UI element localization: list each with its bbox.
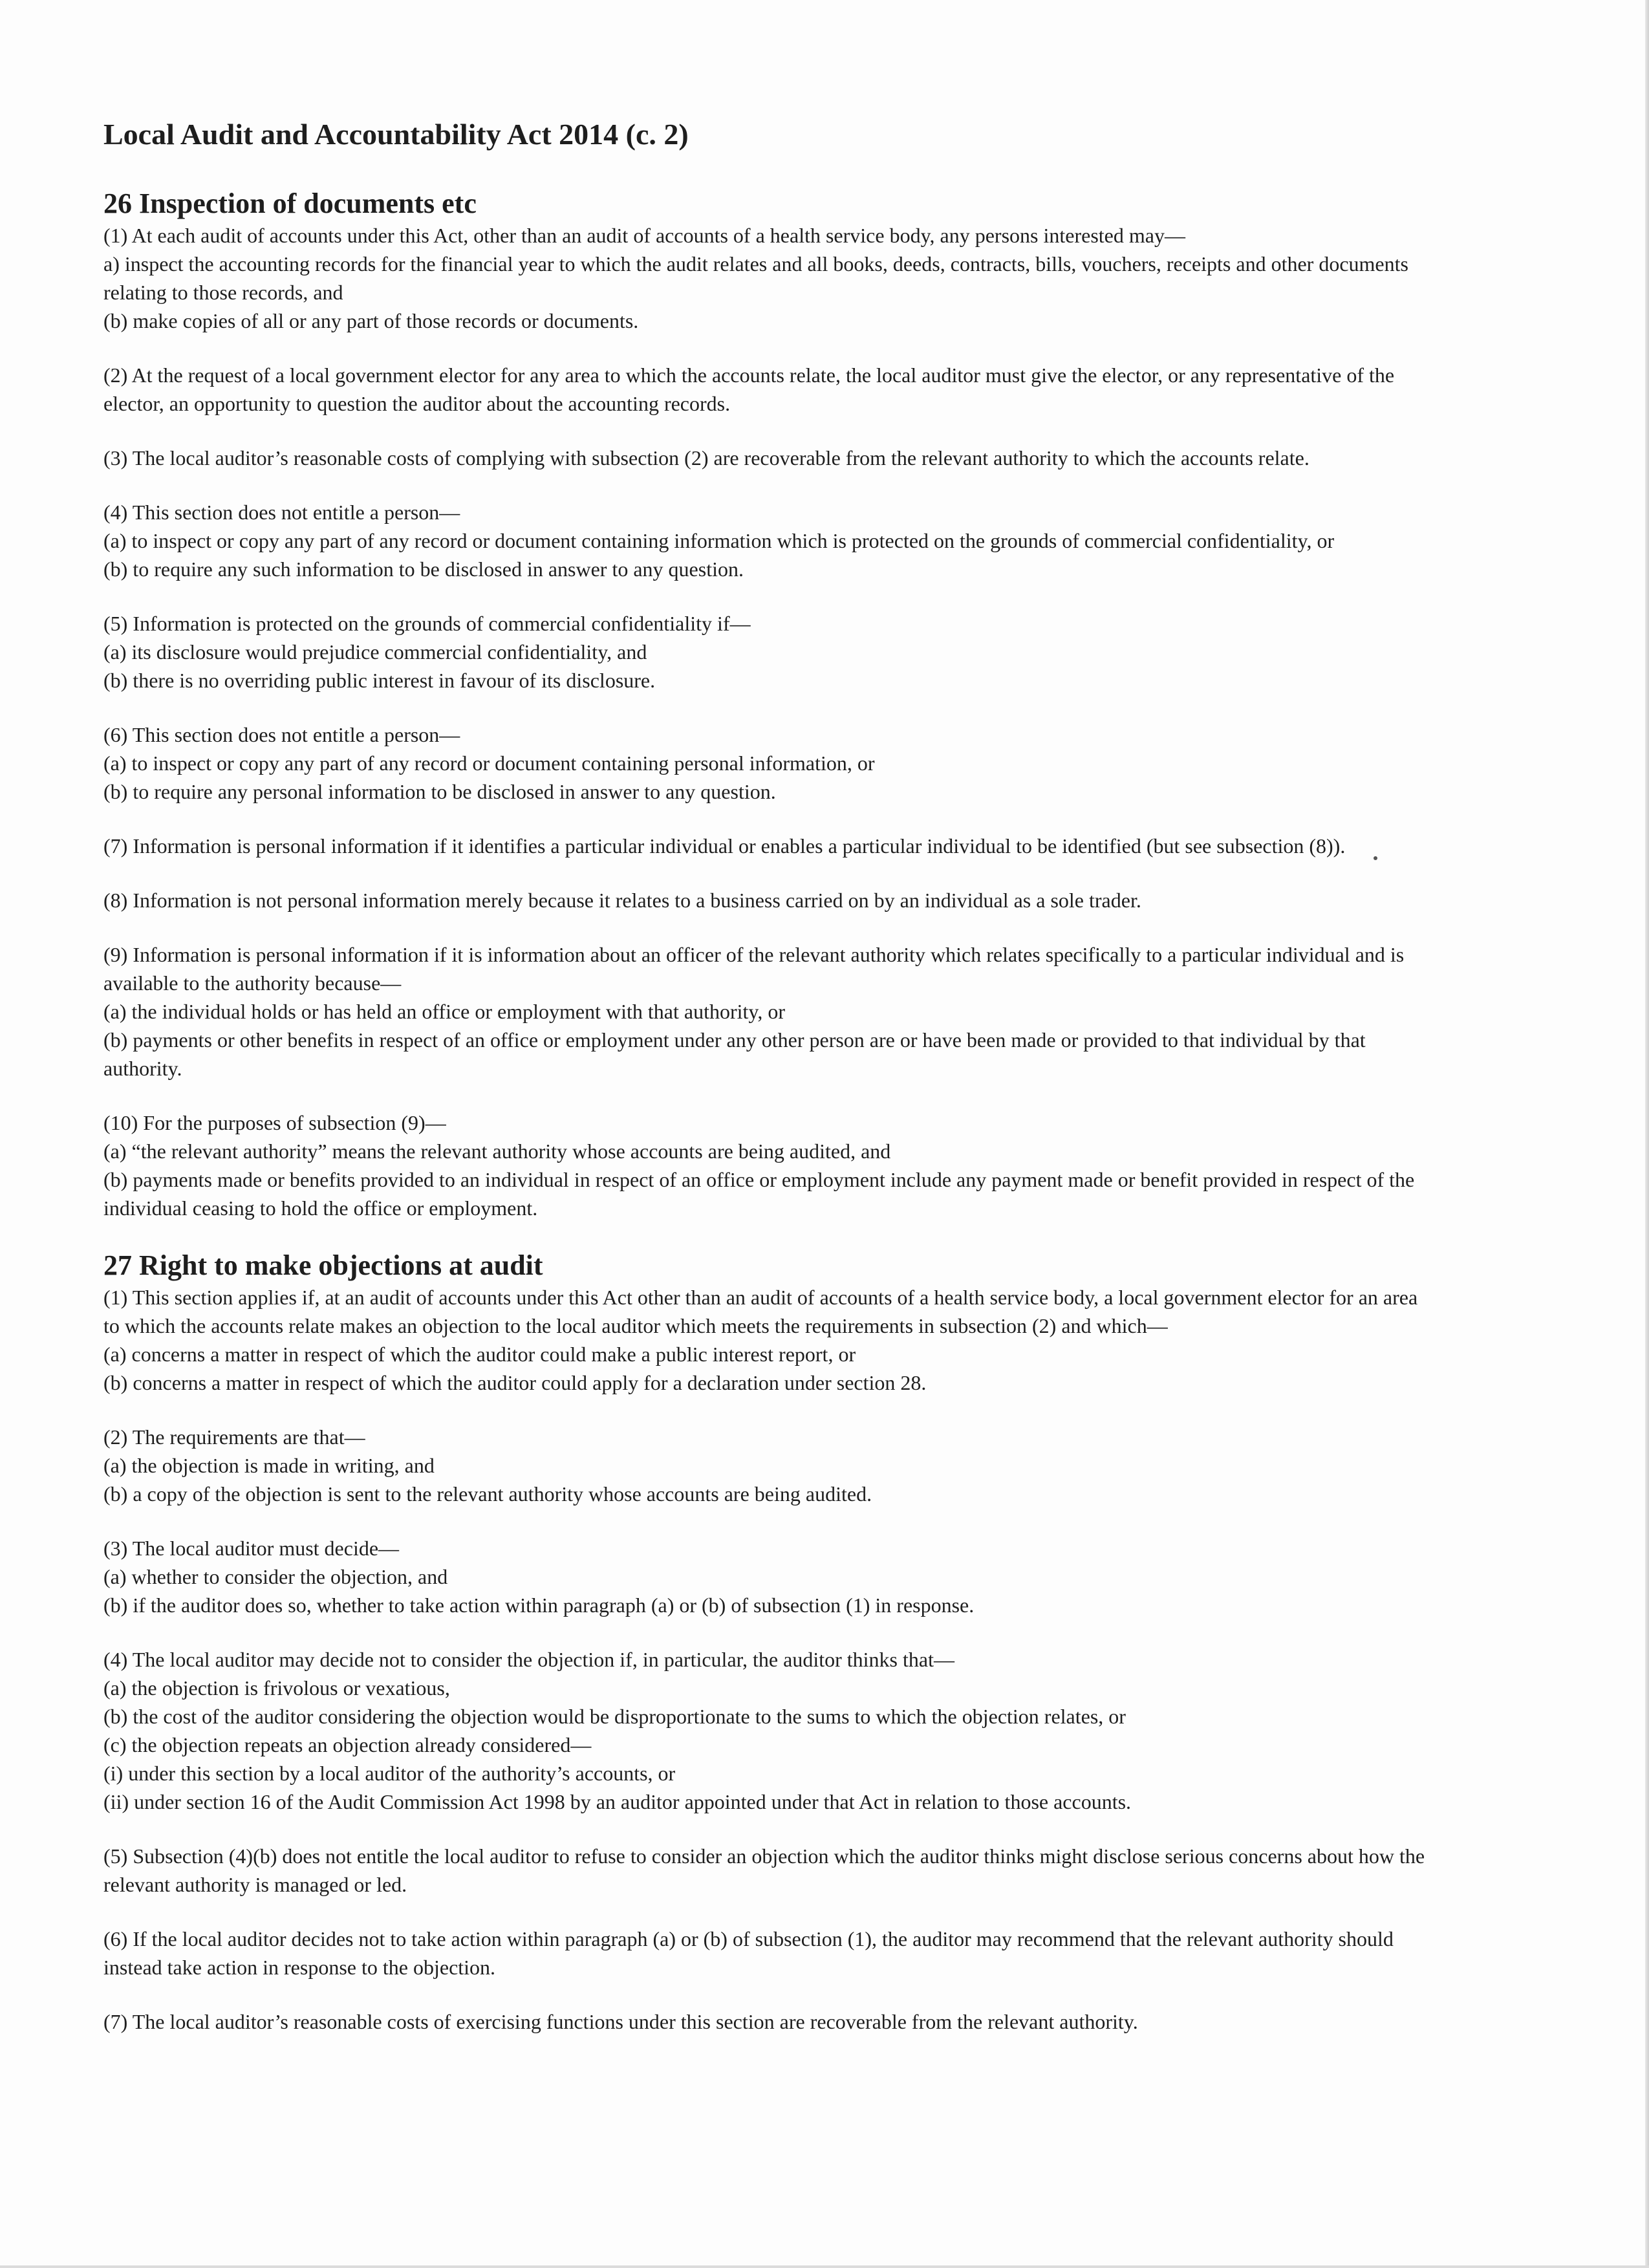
subsection-text: (6) This section does not entitle a person— xyxy=(103,723,460,746)
clause-text: (a) to inspect or copy any part of any record or document containing information which is protected on the grounds of commercial confidentiality, or xyxy=(103,529,1335,552)
subsection-text: (5) Information is protected on the grounds of commercial confidentiality if— xyxy=(103,612,751,635)
sections-container xyxy=(103,186,1436,2036)
subsection-paragraph xyxy=(103,2007,1436,2036)
clause-text: a) inspect the accounting records for the financial year to which the audit relates and all books, deeds, contracts, bills, vouchers, receipts and other documents relating to those records, and xyxy=(103,252,1408,304)
subsection-paragraph xyxy=(103,444,1436,472)
clause-text: (b) a copy of the objection is sent to the relevant authority whose accounts are being audited. xyxy=(103,1482,872,1506)
subsection-text: (6) If the local auditor decides not to take action within paragraph (a) or (b) of subsection (1), the auditor may recommend that the relevant authority should instead take action in response to the objection. xyxy=(103,1927,1394,1979)
subsection-text: (4) This section does not entitle a person— xyxy=(103,501,460,524)
subsection-text: (9) Information is personal information if it is information about an officer of the relevant authority which relates specifically to a particular individual and is available to the authority because— xyxy=(103,943,1405,995)
clause-text: (b) payments or other benefits in respect of an office or employment under any other person are or have been made or provided to that individual by that authority. xyxy=(103,1028,1366,1080)
clause-text: (a) to inspect or copy any part of any record or document containing personal information, or xyxy=(103,751,875,775)
subsection-paragraph xyxy=(103,1423,1436,1508)
subsection-paragraph xyxy=(103,1534,1436,1619)
section xyxy=(103,186,1436,1222)
clause-text: (b) concerns a matter in respect of which the auditor could apply for a declaration under section 28. xyxy=(103,1371,927,1394)
subsection-paragraph xyxy=(103,720,1436,806)
subsection-paragraph xyxy=(103,1645,1436,1816)
subsection-paragraph xyxy=(103,886,1436,914)
clause-text: (b) to require any such information to be disclosed in answer to any question. xyxy=(103,557,744,581)
clause-text: (a) whether to consider the objection, and xyxy=(103,1565,448,1588)
subsection-paragraph xyxy=(103,1283,1436,1397)
subsection-paragraph xyxy=(103,361,1436,418)
subsection-paragraph xyxy=(103,1925,1436,1982)
clause-text: (b) if the auditor does so, whether to take action within paragraph (a) or (b) of subsection (1) in response. xyxy=(103,1593,975,1617)
subsection-text: (7) The local auditor’s reasonable costs of exercising functions under this section are recoverable from the relevant authority. xyxy=(103,2010,1138,2033)
clause-text: (b) the cost of the auditor considering the objection would be disproportionate to the sums to which the objection relates, or xyxy=(103,1705,1126,1728)
subsection-text: (3) The local auditor must decide— xyxy=(103,1537,400,1560)
subsection-paragraph xyxy=(103,1108,1436,1222)
subsection-text: (2) The requirements are that— xyxy=(103,1425,365,1449)
clause-text: (ii) under section 16 of the Audit Commission Act 1998 by an auditor appointed under that Act in relation to those accounts. xyxy=(103,1790,1132,1813)
subsection-text: (7) Information is personal information if it identifies a particular individual or enables a particular individual to be identified (but see subsection (8)). xyxy=(103,834,1346,858)
clause-text: (a) concerns a matter in respect of which the auditor could make a public interest report, or xyxy=(103,1343,856,1366)
subsection-text: (8) Information is not personal information merely because it relates to a business carried on by an individual as a sole trader. xyxy=(103,889,1141,912)
clause-text: (b) payments made or benefits provided to an individual in respect of an office or employment include any payment made or benefit provided in respect of the individual ceasing to hold the office or employment. xyxy=(103,1168,1415,1220)
document-body xyxy=(103,115,1436,2062)
clause-text: (a) “the relevant authority” means the relevant authority whose accounts are being audited, and xyxy=(103,1139,891,1163)
subsection-text: (2) At the request of a local government elector for any area to which the accounts relate, the local auditor must give the elector, or any representative of the elector, an opportunity to question the auditor about the accounting records. xyxy=(103,363,1395,415)
clause-text: (a) its disclosure would prejudice commercial confidentiality, and xyxy=(103,640,647,664)
section-heading: 26 Inspection of documents etc xyxy=(103,188,477,219)
subsection-paragraph xyxy=(103,609,1436,695)
clause-text: (b) to require any personal information to be disclosed in answer to any question. xyxy=(103,780,776,803)
subsection-paragraph xyxy=(103,498,1436,583)
clause-text: (i) under this section by a local auditor of the authority’s accounts, or xyxy=(103,1762,676,1785)
subsection-text: (10) For the purposes of subsection (9)— xyxy=(103,1111,446,1134)
document-title: Local Audit and Accountability Act 2014 (c. 2) xyxy=(103,118,689,151)
subsection-paragraph xyxy=(103,940,1436,1083)
clause-text: (b) make copies of all or any part of those records or documents. xyxy=(103,309,639,332)
scan-edge-bottom xyxy=(0,2265,1649,2268)
clause-text: (a) the objection is frivolous or vexatious, xyxy=(103,1676,450,1700)
section-heading: 27 Right to make objections at audit xyxy=(103,1249,543,1281)
subsection-text: (3) The local auditor’s reasonable costs of complying with subsection (2) are recoverable from the relevant authority to which the accounts relate. xyxy=(103,446,1310,470)
clause-text: (a) the individual holds or has held an office or employment with that authority, or xyxy=(103,1000,785,1023)
scan-edge-right xyxy=(1645,0,1649,2268)
subsection-text: (4) The local auditor may decide not to consider the objection if, in particular, the auditor thinks that— xyxy=(103,1648,954,1671)
subsection-text: (1) At each audit of accounts under this Act, other than an audit of accounts of a health service body, any persons interested may— xyxy=(103,224,1185,247)
subsection-paragraph xyxy=(103,221,1436,335)
subsection-text: (5) Subsection (4)(b) does not entitle the local auditor to refuse to consider an objection which the auditor thinks might disclose serious concerns about how the relevant authority is managed or led. xyxy=(103,1844,1425,1896)
subsection-paragraph xyxy=(103,832,1436,860)
subsection-paragraph xyxy=(103,1842,1436,1899)
subsection-text: (1) This section applies if, at an audit of accounts under this Act other than an audit of accounts of a health service body, a local government elector for an area to which the accounts relate makes an objection to the local auditor which meets the requirements in subsection (2) and which— xyxy=(103,1286,1418,1337)
clause-text: (b) there is no overriding public interest in favour of its disclosure. xyxy=(103,669,656,692)
clause-text: (a) the objection is made in writing, and xyxy=(103,1454,435,1477)
section xyxy=(103,1248,1436,2036)
clause-text: (c) the objection repeats an objection already considered— xyxy=(103,1733,592,1756)
